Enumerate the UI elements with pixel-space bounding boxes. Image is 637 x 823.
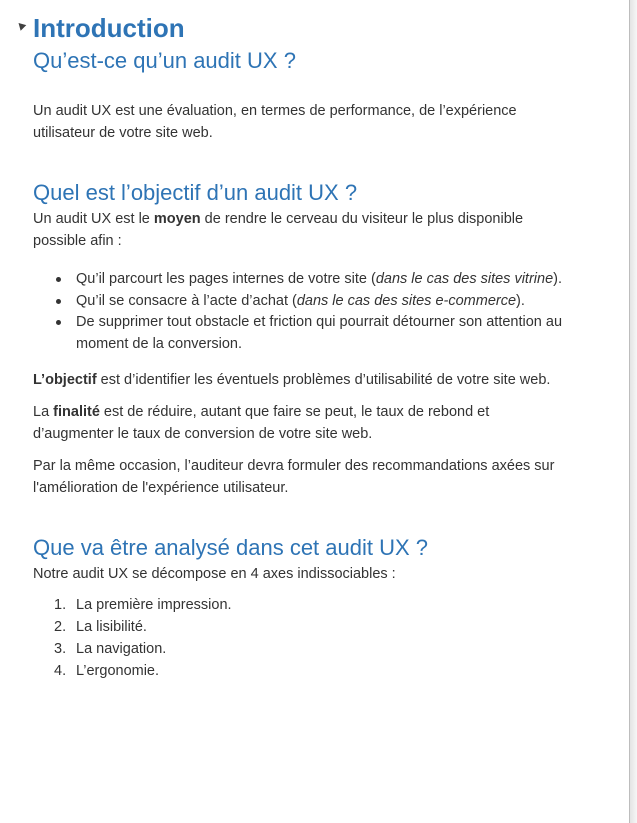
objective-statement — [33, 369, 563, 391]
item-number: 4. — [54, 663, 67, 679]
numbered-item — [33, 661, 563, 683]
bullet-text-end: ). — [553, 271, 562, 287]
item-text: L’ergonomie. — [76, 663, 160, 679]
analysis-intro-paragraph: Notre audit UX se décompose en 4 axes indissociables : — [33, 566, 396, 582]
numbered-item — [33, 595, 563, 617]
bullet-italic: dans le cas des sites vitrine — [375, 271, 554, 287]
bullet-text: Qu’il parcourt les pages internes de votre site ( — [76, 271, 376, 287]
definition-paragraph: Un audit UX est une évaluation, en termes de performance, de l’expérience utilisateur de votre site web. — [33, 103, 517, 141]
numbered-item — [33, 617, 563, 639]
objective-bullet-list — [33, 269, 563, 355]
closing-paragraph: Par la même occasion, l’auditeur devra formuler des recommandations axées sur l'amélioration de l'expérience utilisateur. — [33, 458, 555, 496]
document-title: Introduction — [33, 13, 185, 43]
objective-intro-paragraph — [33, 208, 563, 252]
page-edge-shadow — [630, 0, 637, 823]
intro-bold-text: moyen — [153, 211, 201, 227]
item-number: 3. — [54, 641, 67, 657]
objective-text: est d’identifier les éventuels problèmes d’utilisabilité de votre site web. — [96, 372, 551, 388]
bullet-text: Qu’il se consacre à l’acte d’achat ( — [76, 292, 297, 309]
finality-statement — [33, 401, 563, 445]
section-heading-objective: Quel est l’objectif d’un audit UX ? — [33, 180, 358, 205]
item-text: La navigation. — [76, 641, 167, 657]
objective-bold-label: L’objectif — [33, 372, 97, 388]
intro-text-end: de rendre le cerveau du visiteur le plus disponible possible afin : — [33, 211, 524, 249]
section-heading-analysis: Que va être analysé dans cet audit UX ? — [33, 535, 429, 560]
bullet-text-end: ). — [516, 292, 525, 309]
section-heading-what-is: Qu’est-ce qu’un audit UX ? — [33, 48, 296, 73]
bullet-item — [33, 269, 563, 291]
item-number: 2. — [54, 619, 67, 635]
item-text: La lisibilité. — [76, 619, 147, 635]
finality-bold-label: finalité — [53, 404, 100, 420]
item-number: 1. — [54, 597, 67, 613]
collapse-heading-icon[interactable] — [16, 20, 27, 31]
finality-prefix: La — [33, 404, 54, 420]
finality-text: est de réduire, autant que faire se peut, le taux de rebond et d’augmenter le taux de conversion de votre site web. — [33, 404, 490, 442]
bullet-item — [33, 312, 563, 355]
intro-text: Un audit UX est le — [33, 211, 154, 227]
bullet-text: De supprimer tout obstacle et friction qui pourrait détourner son attention au moment de la conversion. — [76, 314, 563, 352]
document-body — [33, 10, 563, 683]
item-text: La première impression. — [76, 597, 232, 613]
analysis-numbered-list — [33, 595, 563, 683]
numbered-item — [33, 639, 563, 661]
bullet-item — [33, 291, 563, 313]
bullet-italic: dans le cas des sites e-commerce — [296, 292, 517, 309]
